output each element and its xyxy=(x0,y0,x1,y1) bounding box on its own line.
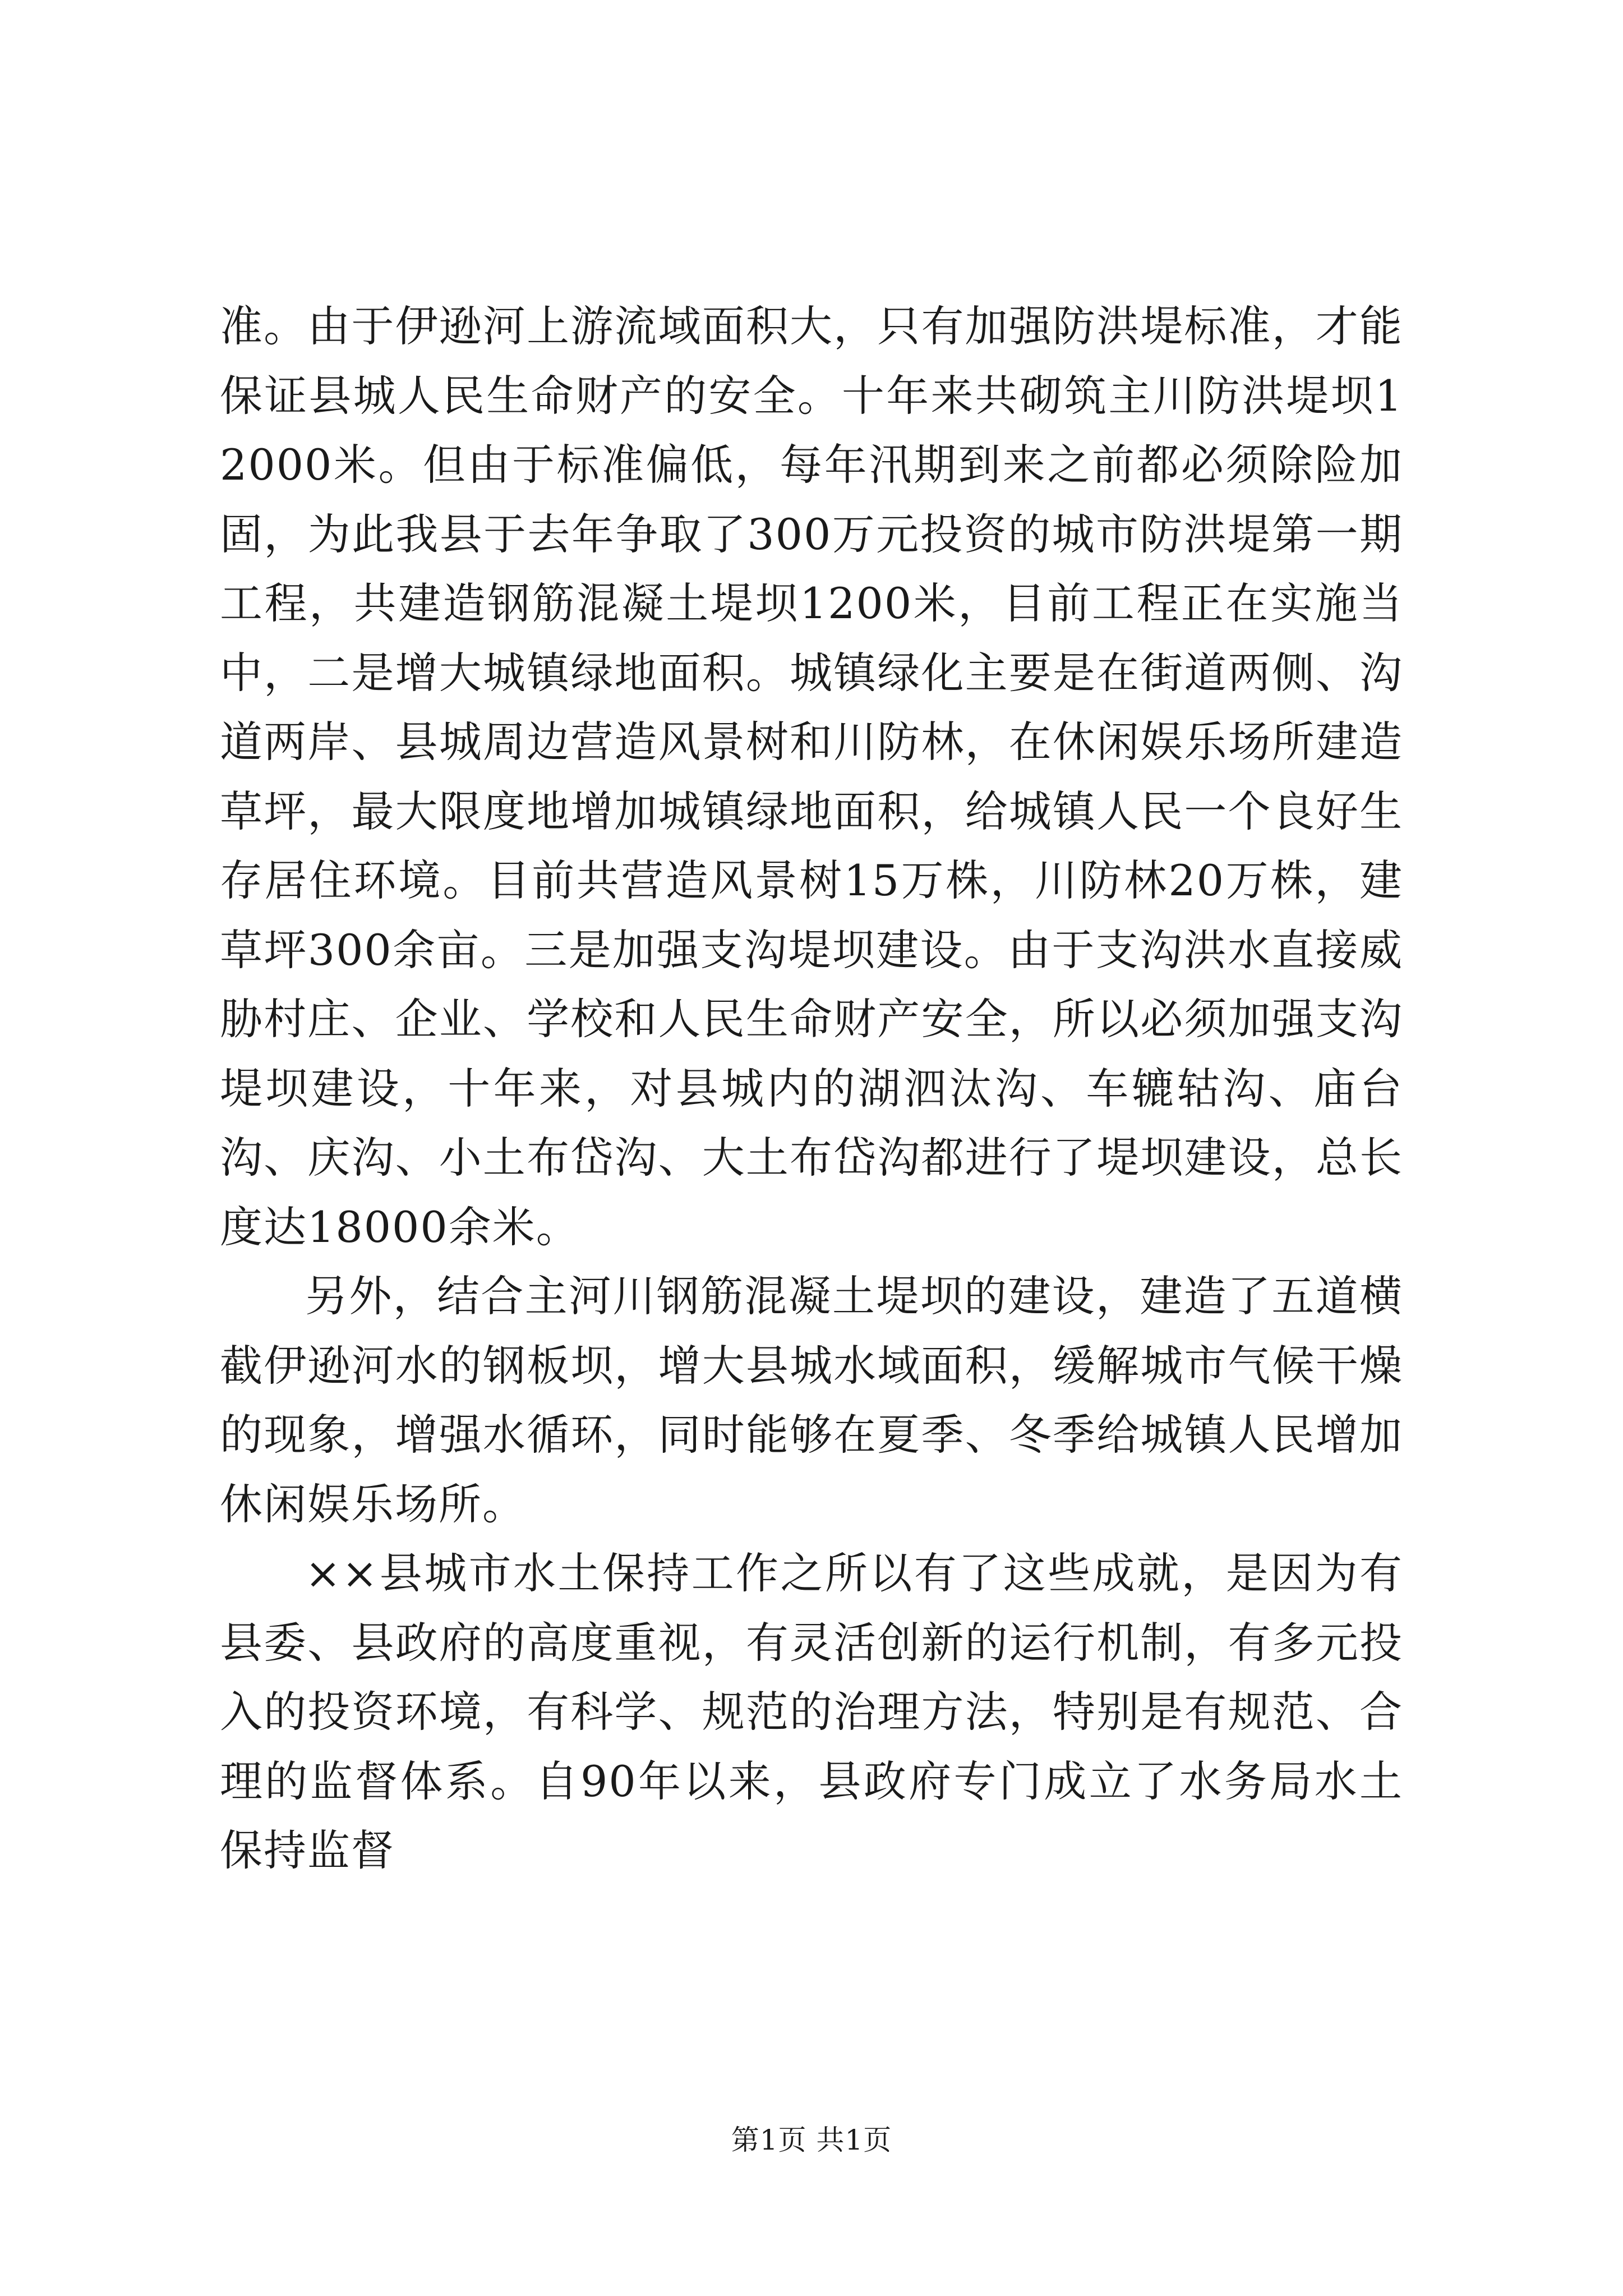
paragraph-2: 另外，结合主河川钢筋混凝土堤坝的建设，建造了五道横截伊逊河水的钢板坝，增大县城水域面积，缓解城市气候干燥的现象，增强水循环，同时能够在夏季、冬季给城镇人民增加休闲娱乐场所。 xyxy=(220,1271,1403,1529)
paragraph-1: 准。由于伊逊河上游流域面积大，只有加强防洪堤标准，才能保证县城人民生命财产的安全。十年来共砌筑主川防洪堤坝12000米。但由于标准偏低，每年汛期到来之前都必须除险加固，为此我县于去年争取了300万元投资的城市防洪堤第一期工程，共建造钢筋混凝土堤坝1200米，目前工程正在实施当中，二是增大城镇绿地面积。城镇绿化主要是在街道两侧、沟道两岸、县城周边营造风景树和川防林，在休闲娱乐场所建造草坪，最大限度地增加城镇绿地面积，给城镇人民一个良好生存居住环境。目前共营造风景树15万株，川防林20万株，建草坪300余亩。三是加强支沟堤坝建设。由于支沟洪水直接威胁村庄、企业、学校和人民生命财产安全，所以必须加强支沟堤坝建设，十年来，对县城内的湖泗汰沟、车辘轱沟、庙台沟、庆沟、小土布岱沟、大土布岱沟都进行了堤坝建设，总长度达18000余米。 xyxy=(220,301,1403,1252)
paragraph-3: ××县城市水土保持工作之所以有了这些成就，是因为有县委、县政府的高度重视，有灵活创新的运行机制，有多元投入的投资环境，有科学、规范的治理方法，特别是有规范、合理的监督体系。自90年以来，县政府专门成立了水务局水土保持监督 xyxy=(220,1548,1403,1875)
page-footer: 第1页 共1页 xyxy=(731,2124,892,2156)
document-body xyxy=(220,292,1403,1885)
